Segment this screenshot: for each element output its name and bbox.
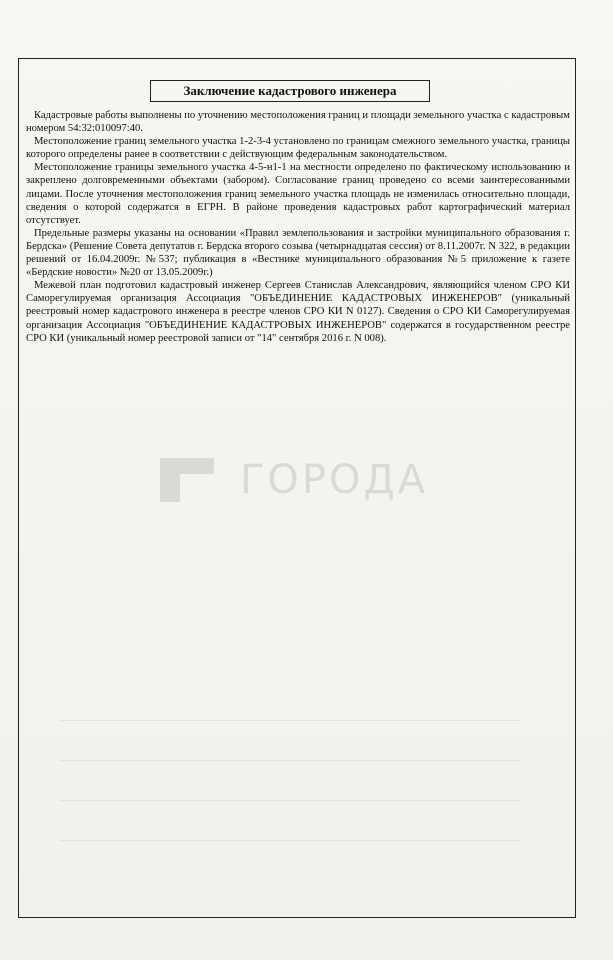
watermark-logo-icon: [160, 458, 214, 502]
bleed-through-rule: [60, 840, 520, 841]
watermark: [160, 458, 428, 502]
paragraph-size-limits: Предельные размеры указаны на основании «Правил землепользования и застройки муниципального образования г. Бердска» (Решение Совета депутатов г. Бердска второго созыва (четырнадцатая сессия) от 8.11.2007г. N 322, в редакции решений от 16.04.2009г. №537; публикация в «Вестнике муниципального образования №5 приложение к газете «Бердские новости» №20 от 13.05.2009г.): [26, 227, 570, 279]
document-title: Заключение кадастрового инженера: [150, 80, 430, 102]
paragraph-cadastral-works: Кадастровые работы выполнены по уточнению местоположения границ и площади земельного участка с кадастровым номером 54:32:010097:40.: [26, 110, 570, 135]
bleed-through-rule: [60, 720, 520, 721]
paragraph-boundary-4-5-n1-1: Местоположение границы земельного участка 4-5-н1-1 на местности определено по фактическому использованию и закреплено долговременными объектами (забором). Согласование границ проведено со всеми заинтересованными лицами. После уточнения местоположения границ земельного участка площадь не изменилась относительно площади, сведения о которой содержатся в ЕГРН. В районе проведения кадастровых работ картографический материал отсутствует.: [26, 162, 570, 226]
paragraph-boundary-1-2-3-4: Местоположение границ земельного участка 1-2-3-4 установлено по границам смежного земельного участка, границы которого определены ранее в соответствии с действующим федеральным законодательством.: [26, 136, 570, 161]
paragraph-engineer-info: Межевой план подготовил кадастровый инженер Сергеев Станислав Александрович, являющийся членом СРО КИ Саморегулируемая организация Ассоциация "ОБЪЕДИНЕНИЕ КАДАСТРОВЫХ ИНЖЕНЕРОВ" (уникальный реестровый номер кадастрового инженера в реестре членов СРО КИ N 0127). Сведения о СРО КИ Саморегулируемая организация Ассоциация "ОБЪЕДИНЕНИЕ КАДАСТРОВЫХ ИНЖЕНЕРОВ" содержатся в государственном реестре СРО КИ (уникальный номер реестровой записи от "14" сентября 2016 г. N 008).: [26, 280, 570, 344]
document-body: [26, 109, 570, 345]
bleed-through-rule: [60, 800, 520, 801]
bleed-through-rule: [60, 760, 520, 761]
watermark-text: ГОРОДА: [240, 457, 429, 503]
